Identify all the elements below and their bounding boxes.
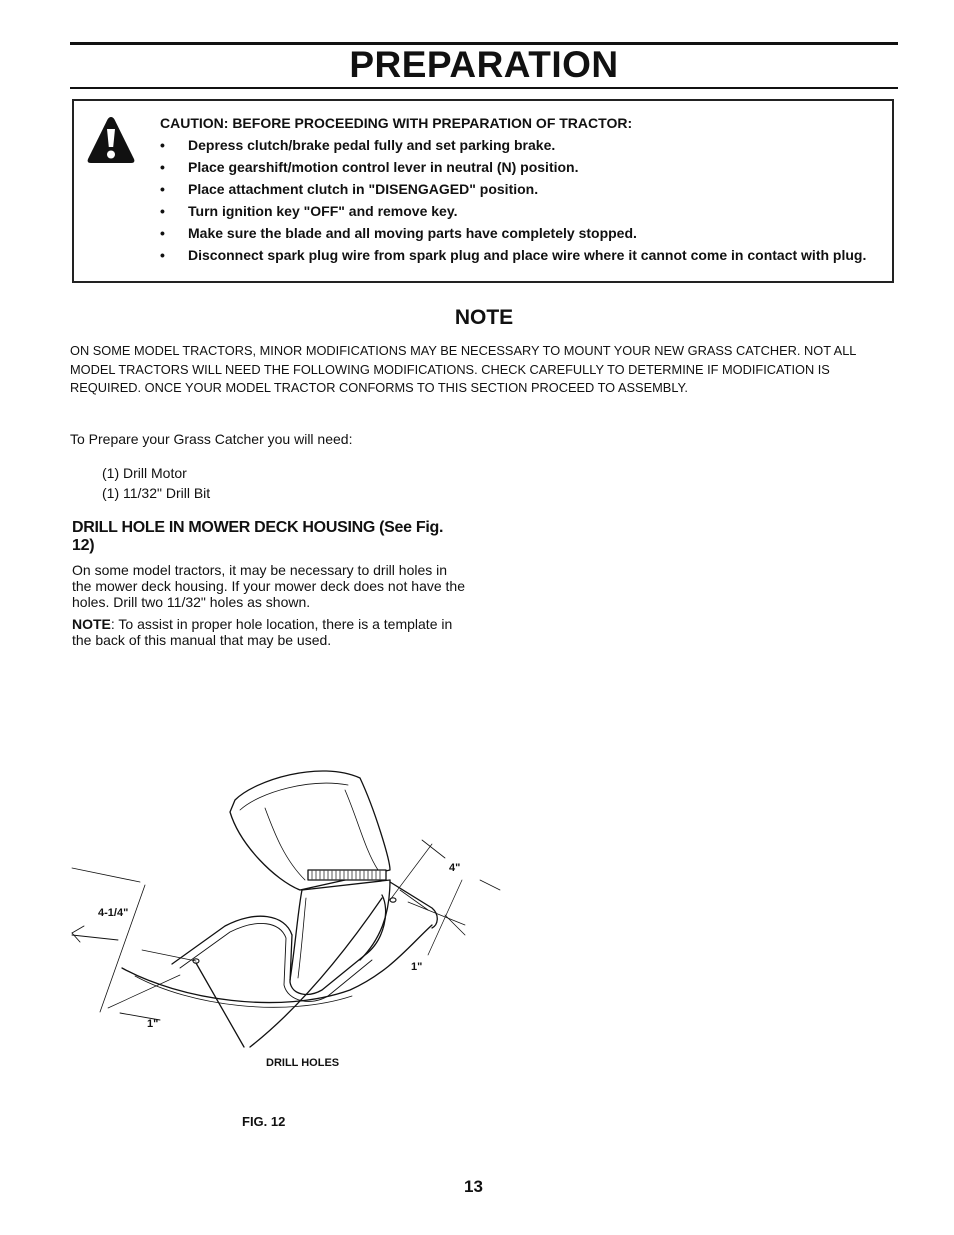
caution-item: • Make sure the blade and all moving parts have completely stopped.	[160, 225, 875, 241]
caution-list	[160, 137, 875, 269]
caution-box	[72, 99, 894, 283]
section-heading: DRILL HOLE IN MOWER DECK HOUSING (See Fig. 12)	[72, 519, 444, 554]
section-note-label: NOTE	[72, 616, 111, 632]
caution-heading: CAUTION: BEFORE PROCEEDING WITH PREPARATION OF TRACTOR:	[160, 115, 633, 131]
dim-label-4-1-4: 4-1/4"	[98, 907, 129, 919]
section-body: On some model tractors, it may be necessary to drill holes in the mower deck housing. If your mower deck does not have the holes. Drill two 11/32" holes as shown.	[72, 562, 465, 610]
note-body: ON SOME MODEL TRACTORS, MINOR MODIFICATIONS MAY BE NECESSARY TO MOUNT YOUR NEW GRASS CATCHER. NOT ALL MODEL TRACTORS WILL NEED THE FOLLOWING MODIFICATIONS. CHECK CAREFULLY TO DETERMINE IF MODIFICATION IS REQUIRED. ONCE YOUR MODEL TRACTOR CONFORMS TO THIS SECTION PROCEED TO ASSEMBLY.	[70, 343, 856, 395]
title-rule-bottom	[70, 87, 898, 89]
section-note	[72, 616, 467, 648]
prep-item: (1) 11/32" Drill Bit	[102, 485, 211, 501]
warning-triangle-icon	[86, 115, 136, 167]
drill-holes-label: DRILL HOLES	[266, 1057, 340, 1069]
prep-items-list	[102, 463, 210, 503]
dim-label-1-right: 1"	[411, 961, 423, 973]
dim-label-1-left: 1"	[147, 1018, 159, 1030]
caution-item: • Place gearshift/motion control lever in neutral (N) position.	[160, 159, 875, 175]
note-heading: NOTE	[454, 306, 514, 329]
figure-caption: FIG. 12	[242, 1114, 286, 1129]
prep-intro: To Prepare your Grass Catcher you will need:	[70, 431, 353, 447]
caution-item: • Depress clutch/brake pedal fully and set parking brake.	[160, 137, 875, 153]
prep-item: (1) Drill Motor	[102, 465, 187, 481]
caution-item: • Turn ignition key "OFF" and remove key.	[160, 203, 875, 219]
dim-label-4: 4"	[449, 862, 461, 874]
page-title: PREPARATION	[349, 44, 619, 85]
page-number: 13	[464, 1177, 483, 1196]
caution-item: • Place attachment clutch in "DISENGAGED" position.	[160, 181, 875, 197]
section-note-text: : To assist in proper hole location, there is a template in the back of this manual that may be used.	[72, 616, 453, 648]
caution-item: • Disconnect spark plug wire from spark plug and place wire where it cannot come in contact with plug.	[160, 247, 875, 263]
figure-12-mower-deck-diagram	[60, 750, 510, 1080]
